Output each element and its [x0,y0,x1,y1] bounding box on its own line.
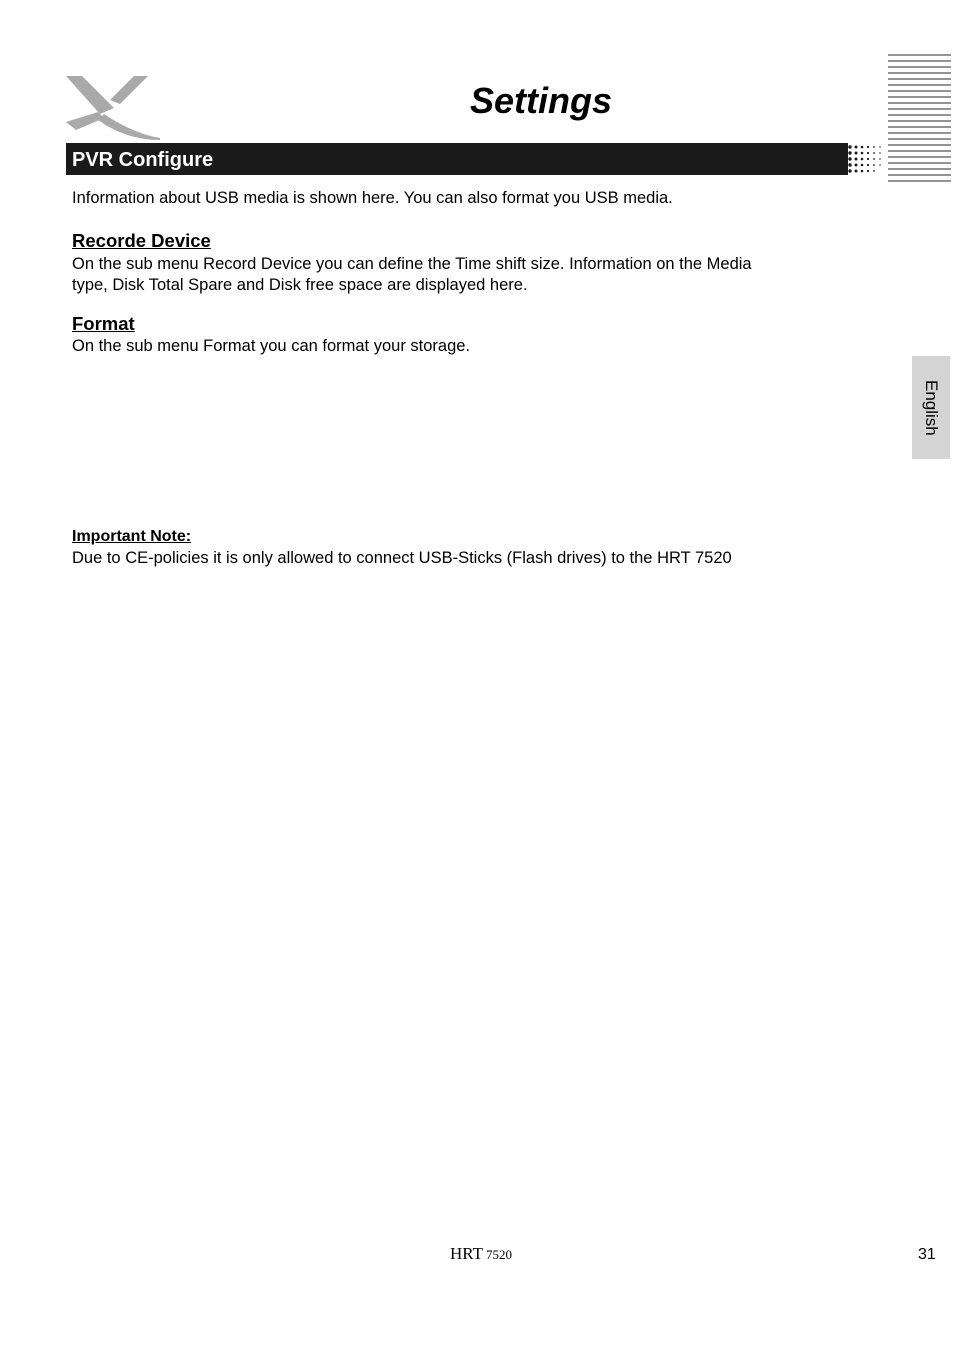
page-title: Settings [469,80,612,121]
language-tab [912,356,950,459]
stripes-decoration-icon [888,54,951,182]
subsection-heading-format: Format [72,313,135,334]
important-note-heading: Important Note: [72,528,192,545]
dotted-gradient-decoration-icon [840,143,884,175]
record-device-text-line2: type, Disk Total Spare and Disk free space are displayed here. [72,276,528,294]
footer-model-name: HRT [450,1244,483,1263]
subsection-heading-record-device: Recorde Device [72,230,211,251]
section-title: PVR Configure [72,149,214,171]
format-text: On the sub menu Format you can format your storage. [72,337,471,355]
footer-model-number: 7520 [485,1247,512,1262]
page-number: 31 [918,1246,936,1263]
footer-model [450,1242,512,1267]
section-intro: Information about USB media is shown here. You can also format you USB media. [72,189,673,207]
important-note-text: Due to CE-policies it is only allowed to connect USB-Sticks (Flash drives) to the HRT 7520 [72,549,732,567]
language-tab-label: English [922,379,941,436]
record-device-text-line1: On the sub menu Record Device you can define the Time shift size. Information on the Media [72,255,752,273]
